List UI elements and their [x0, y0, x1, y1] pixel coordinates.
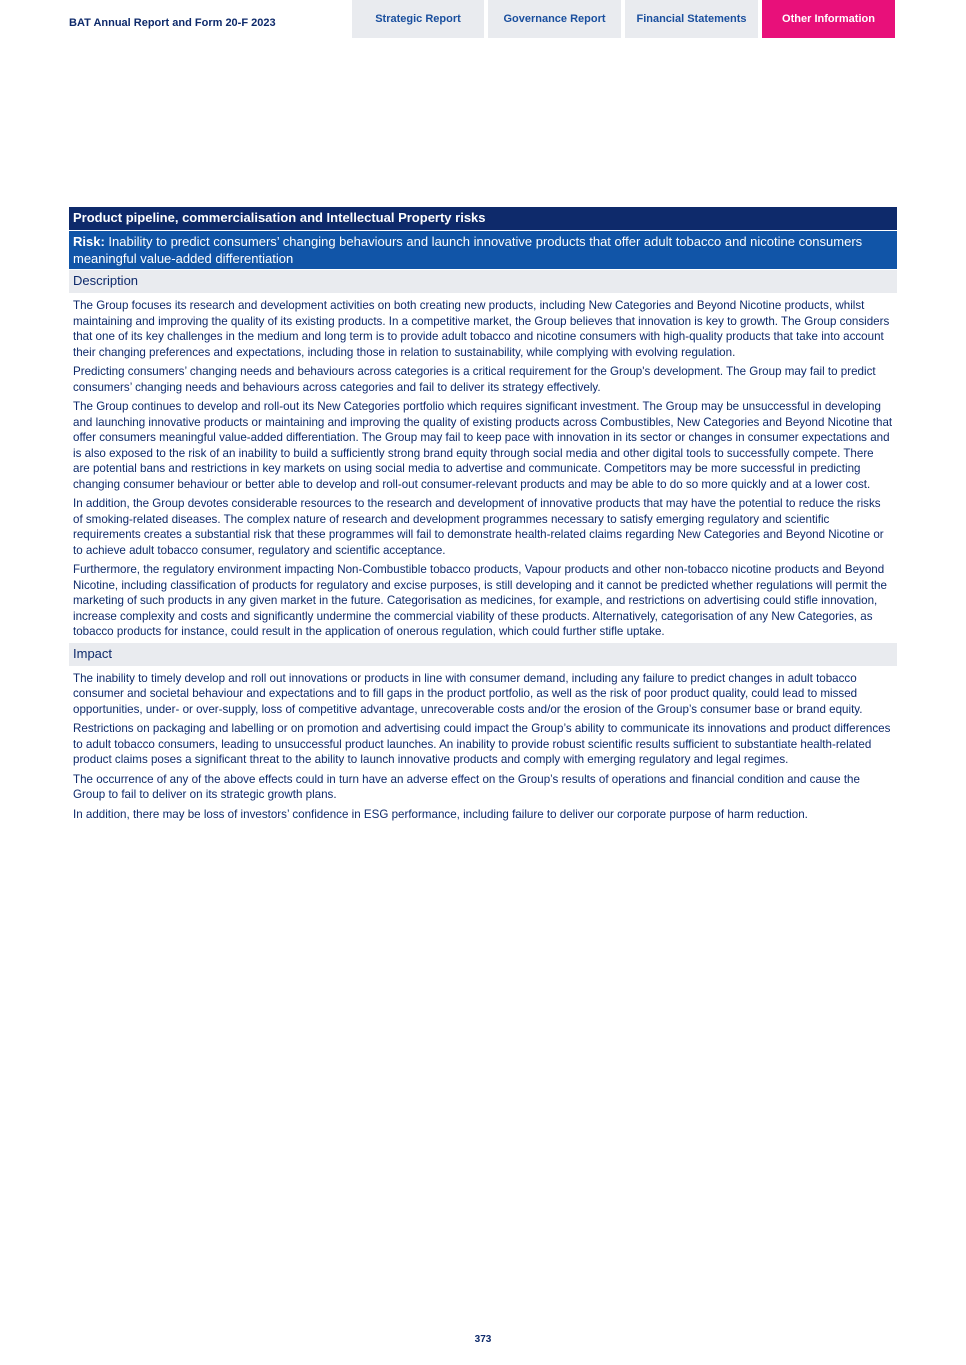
description-paragraph: The Group continues to develop and roll-out its New Categories portfolio which requires significant investment. The Group may be unsuccessful in developing and launching innovative products or maintaining and improving the quality of existing products across Combustibles, New Categories and Beyond Nicotine that offer consumers meaningful value-added differentiation. The Group may fail to keep pace with innovation in its sector or changes in consumer expectations and is also exposed to the risk of an inability to build a sufficiently strong brand equity through social media and other digital tools to successfully compete. There are potential bans and restrictions in key markets on using social media to advertise and communicate. Competitors may be more successful in predicting changing consumer behaviour or better able to develop and roll-out consumer-relevant products and may be able to do so more quickly and at a lower cost.: [73, 400, 893, 491]
risk-label: Risk:: [73, 234, 105, 249]
page-number: 373: [474, 1334, 492, 1345]
report-title: BAT Annual Report and Form 20-F 2023: [69, 17, 276, 29]
impact-paragraph: The occurrence of any of the above effects could in turn have an adverse effect on the Group’s results of operations and financial condition and cause the Group to fail to deliver on its strategic growth plans.: [73, 772, 860, 801]
risk-section: [69, 207, 897, 822]
description-paragraph: Predicting consumers’ changing needs and behaviours across categories is a critical requirement for the Group's development. The Group may fail to predict consumers’ changing needs and behaviours across categories and fail to deliver its strategy effectively.: [73, 365, 876, 394]
impact-heading: Impact: [69, 643, 897, 666]
tab-governance-report[interactable]: Governance Report: [488, 0, 621, 38]
risk-text: Inability to predict consumers’ changing behaviours and launch innovative products that offer adult tobacco and nicotine consumers meaningful value-added differentiation: [73, 234, 863, 266]
tab-other-information[interactable]: Other Information: [762, 0, 895, 38]
risk-statement: [69, 231, 897, 269]
impact-paragraph: The inability to timely develop and roll out innovations or products in line with consumer demand, including any failure to predict changes in adult tobacco consumer and societal behaviour and expectations and to fill gaps in the product portfolio, as well as the risk of poor product quality, could lead to missed opportunities, under- or over-supply, loss of competitive advantage, unrecoverable costs and/or the erosion of the Group’s consumer base or brand equity.: [73, 671, 863, 716]
description-paragraph: In addition, the Group devotes considerable resources to the research and development of innovative products that may have the potential to reduce the risks of smoking-related diseases. The complex nature of research and development programmes necessary to satisfy emerging regulatory and scientific requirements creates a substantial risk that these programmes will fail to demonstrate health-related claims regarding New Categories and Beyond Nicotine or to achieve adult tobacco consumer, regulatory and scientific acceptance.: [73, 497, 884, 557]
section-title: Product pipeline, commercialisation and Intellectual Property risks: [69, 207, 897, 230]
impact-paragraph: Restrictions on packaging and labelling or on promotion and advertising could impact the Group’s ability to communicate its innovations and product differences to adult tobacco consumers, leading to unsuccessful product launches. An inability to provide robust scientific results sufficient to substantiate health-related product claims poses a significant threat to the ability to launch innovative products and comply with emerging regulatory and legal regimes.: [73, 722, 891, 766]
tab-strategic-report[interactable]: Strategic Report: [352, 0, 484, 38]
tab-financial-statements[interactable]: Financial Statements: [625, 0, 758, 38]
impact-paragraph: In addition, there may be loss of investors’ confidence in ESG performance, including failure to deliver our corporate purpose of harm reduction.: [73, 807, 808, 821]
description-paragraph: Furthermore, the regulatory environment impacting Non-Combustible tobacco products, Vapour products and other non-tobacco nicotine products and Beyond Nicotine, including classification of products for regulatory and excise purposes, is still developing and it cannot be predicted whether regulations will permit the marketing of such products in any given market in the future. Categorisation as medicines, for example, and restrictions on advertising could stifle innovation, increase complexity and costs and significantly undermine the commercial viability of these products. Alternatively, categorisation of any New Categories, as tobacco products for instance, could result in the application of onerous regulation, which could further stifle uptake.: [73, 563, 887, 638]
description-heading: Description: [69, 270, 897, 293]
section-nav: [352, 0, 895, 38]
description-paragraph: The Group focuses its research and development activities on both creating new products, including New Categories and Beyond Nicotine products, whilst maintaining and improving the quality of its existing products. In a competitive market, the Group believes that innovation is key to growth. The Group considers that one of its key challenges in the medium and long term is to provide adult tobacco and nicotine consumers with high-quality products that take into account their changing preferences and expectations, including those in relation to sustainability, while complying with evolving regulation.: [73, 299, 890, 359]
